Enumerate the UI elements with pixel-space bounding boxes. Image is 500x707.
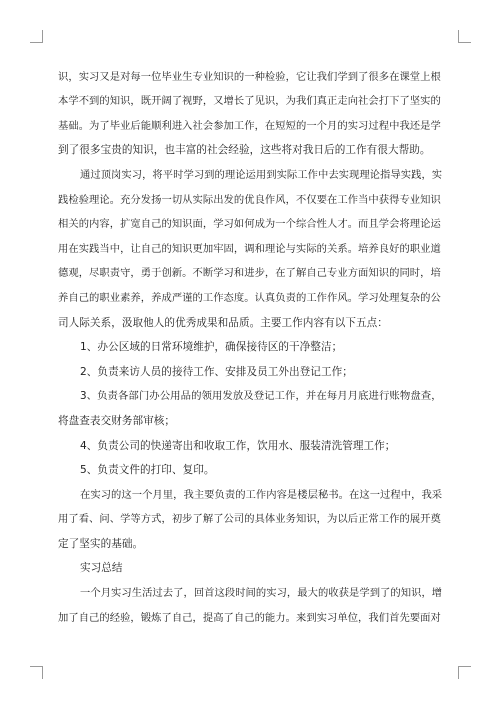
text-line [58,408,443,433]
text-line-content: 3、负责各部门办公用品的领用发放及登记工作，并在每月月底进行账物盘查， [80,390,442,403]
text-line-content: 1、办公区域的日常环境维护，确保接待区的干净整洁； [80,341,343,354]
text-line-content: 将盘查表交财务部审核； [58,414,176,427]
text-line-content: 司人际关系，汲取他人的优秀成果和品质。主要工作内容有以下五点： [58,316,388,329]
text-line [58,236,443,261]
text-line-content: 实习总结 [80,562,123,575]
text-line [58,482,443,507]
crop-mark-top-right [458,30,471,43]
text-line [58,507,443,532]
text-line [58,335,443,360]
text-line-content: 定了坚实的基础。 [58,537,144,550]
text-line-content: 德观，尽职责守，勇于创新。不断学习和进步，在了解自己专业方面知识的同时，培 [58,267,441,280]
text-line [58,556,443,581]
text-line [58,384,443,409]
text-line [58,113,443,138]
text-line-content: 加了自己的经验，锻炼了自己，提高了自己的能力。来到实习单位，我们首先要面对 [58,611,441,624]
text-line [58,162,443,187]
text-line-content: 用了看、问、学等方式，初步了解了公司的具体业务知识，为以后正常工作的展开奠 [58,513,441,526]
text-line [58,285,443,310]
text-line [58,89,443,114]
text-line-content: 在实习的这一个月里，我主要负责的工作内容是楼层秘书。在这一过程中，我采 [80,488,443,501]
crop-mark-bottom-left [30,666,43,679]
text-line [58,310,443,335]
text-line [58,458,443,483]
text-line-content: 4、负责公司的快递寄出和收取工作，饮用水、服装清洗管理工作； [80,439,396,452]
crop-mark-top-left [30,30,43,43]
text-line [58,261,443,286]
text-line [58,138,443,163]
text-line-content: 到了很多宝贵的知识，也丰富的社会经验，这些将对我日后的工作有很大帮助。 [58,144,431,157]
document-body [58,64,443,630]
text-line-content: 5、负责文件的打印、复印。 [80,464,215,477]
text-line-content: 相关的内容，扩宽自己的知识面，学习如何成为一个综合性人才。而且学会将理论运 [58,218,441,231]
text-line [58,605,443,630]
text-line [58,531,443,556]
text-line-content: 一个月实习生活过去了，回首这段时间的实习，最大的收获是学到了的知识，增 [80,587,443,600]
text-line-content: 通过顶岗实习，将平时学习到的理论运用到实际工作中去实现理论指导实践，实 [80,168,443,181]
text-line [58,580,443,605]
text-line-content: 养自己的职业素养，养成严谨的工作态度。认真负责的工作作风。学习处理复杂的公 [58,291,441,304]
text-line [58,187,443,212]
text-line-content: 践检验理论。充分发扬一切从实际出发的优良作风，不仅要在工作当中获得专业知识 [58,193,441,206]
text-line-content: 用在实践当中，让自己的知识更加牢固，调和理论与实际的关系。培养良好的职业道 [58,242,441,255]
text-line [58,433,443,458]
crop-mark-bottom-right [458,666,471,679]
text-line [58,359,443,384]
text-line [58,212,443,237]
text-line-content: 基础。为了毕业后能顺利进入社会参加工作，在短短的一个月的实习过程中我还是学 [58,119,441,132]
text-line [58,64,443,89]
text-line-content: 2、负责来访人员的接待工作、安排及员工外出登记工作； [80,365,353,378]
text-line-content: 本学不到的知识，既开阔了视野，又增长了见识，为我们真正走向社会打下了坚实的 [58,95,441,108]
text-line-content: 识，实习又是对每一位毕业生专业知识的一种检验，它让我们学到了很多在课堂上根 [58,70,441,83]
